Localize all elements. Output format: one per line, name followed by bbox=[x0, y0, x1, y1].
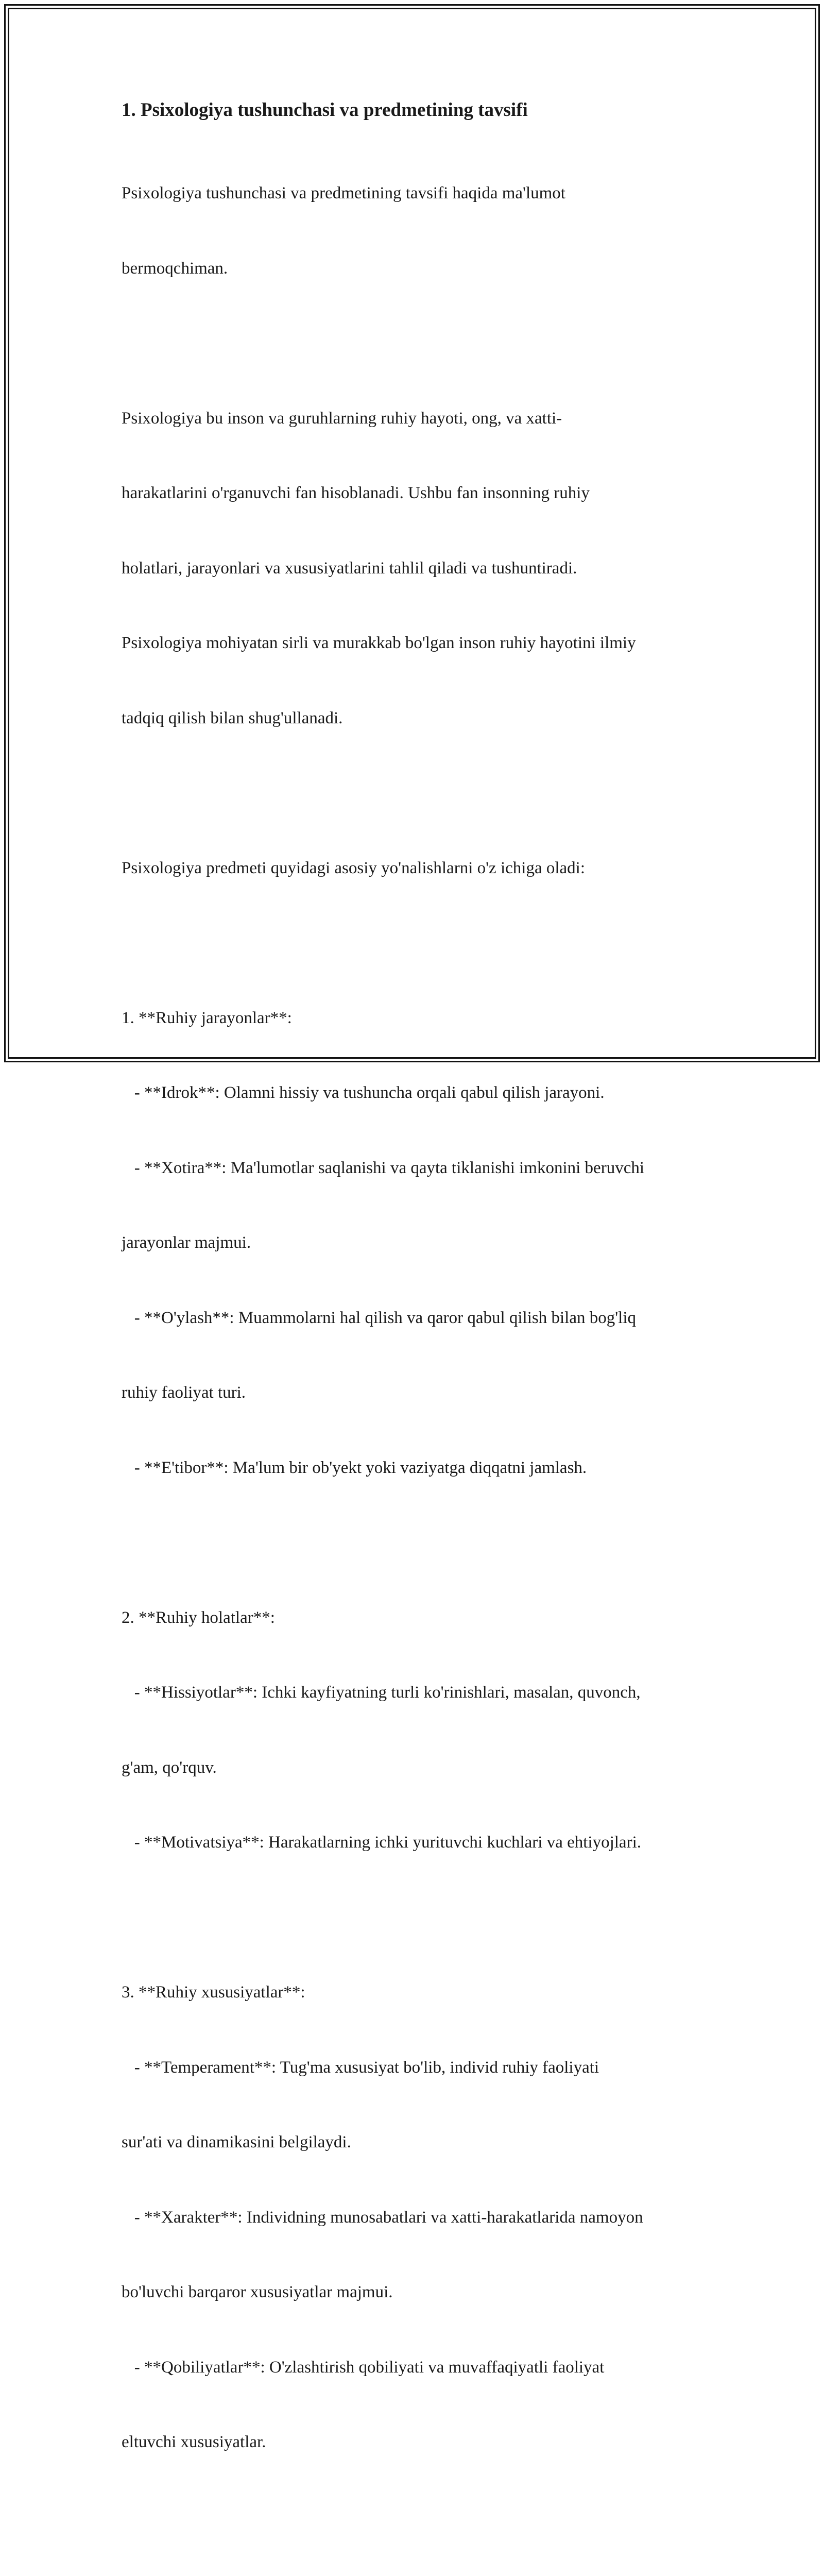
list-item: - **E'tibor**: Ma'lum bir ob'yekt yoki vaziyatga diqqatni jamlash. bbox=[122, 1458, 587, 1477]
list-item: - **Xarakter**: Individning munosabatlari va xatti-harakatlarida namoyon bbox=[122, 2208, 643, 2227]
text-line: Psixologiya predmeti quyidagi asosiy yo'nalishlarni o'z ichiga oladi: bbox=[122, 858, 585, 877]
list-heading: 1. **Ruhiy jarayonlar**: bbox=[122, 1008, 292, 1027]
text-line: Psixologiya mohiyatan sirli va murakkab bo'lgan inson ruhiy hayotini ilmiy bbox=[122, 634, 636, 652]
text-line: bo'luvchi barqaror xususiyatlar majmui. bbox=[122, 2283, 393, 2301]
text-line: bermoqchiman. bbox=[122, 259, 228, 278]
text-line: ruhiy faoliyat turi. bbox=[122, 1383, 246, 1402]
text-line: Psixologiya bu inson va guruhlarning ruhiy hayoti, ong, va xatti- bbox=[122, 409, 562, 428]
blank-line bbox=[122, 331, 714, 356]
list-item: - **O'ylash**: Muammolarni hal qilish va qaror qabul qilish bilan bog'liq bbox=[122, 1308, 637, 1327]
text-line: g'am, qo'rquv. bbox=[122, 1758, 217, 1777]
text-line: jarayonlar majmui. bbox=[122, 1233, 251, 1252]
blank-line bbox=[122, 1905, 714, 1930]
blank-line bbox=[122, 1530, 714, 1555]
list-item: - **Idrok**: Olamni hissiy va tushuncha orqali qabul qilish jarayoni. bbox=[122, 1083, 605, 1102]
text-line: tadqiq qilish bilan shug'ullanadi. bbox=[122, 708, 343, 727]
list-heading: 3. **Ruhiy xususiyatlar**: bbox=[122, 1983, 305, 2002]
document-title: 1. Psixologiya tushunchasi va predmetining tavsifi bbox=[122, 99, 528, 121]
blank-line bbox=[122, 2505, 714, 2530]
document-body bbox=[122, 131, 714, 2576]
list-item: - **Qobiliyatlar**: O'zlashtirish qobiliyati va muvaffaqiyatli faoliyat bbox=[122, 2358, 605, 2377]
text-line: sur'ati va dinamikasini belgilaydi. bbox=[122, 2133, 351, 2151]
list-item: - **Temperament**: Tug'ma xususiyat bo'lib, individ ruhiy faoliyati bbox=[122, 2058, 599, 2077]
document-page bbox=[122, 96, 714, 2576]
list-heading: 2. **Ruhiy holatlar**: bbox=[122, 1608, 275, 1627]
text-line: eltuvchi xususiyatlar. bbox=[122, 2433, 266, 2451]
text-line: holatlari, jarayonlari va xususiyatlarini tahlil qiladi va tushuntiradi. bbox=[122, 558, 577, 578]
list-item: - **Motivatsiya**: Harakatlarning ichki yurituvchi kuchlari va ehtiyojlari. bbox=[122, 1833, 641, 1852]
text-line: harakatlarini o'rganuvchi fan hisoblanadi. Ushbu fan insonning ruhiy bbox=[122, 484, 590, 502]
blank-line bbox=[122, 930, 714, 956]
list-item: - **Hissiyotlar**: Ichki kayfiyatning turli ko'rinishlari, masalan, quvonch, bbox=[122, 1683, 641, 1702]
list-item: - **Xotira**: Ma'lumotlar saqlanishi va qayta tiklanishi imkonini beruvchi bbox=[122, 1158, 645, 1177]
blank-line bbox=[122, 781, 714, 806]
text-line: Psixologiya tushunchasi va predmetining tavsifi haqida ma'lumot bbox=[122, 184, 565, 202]
